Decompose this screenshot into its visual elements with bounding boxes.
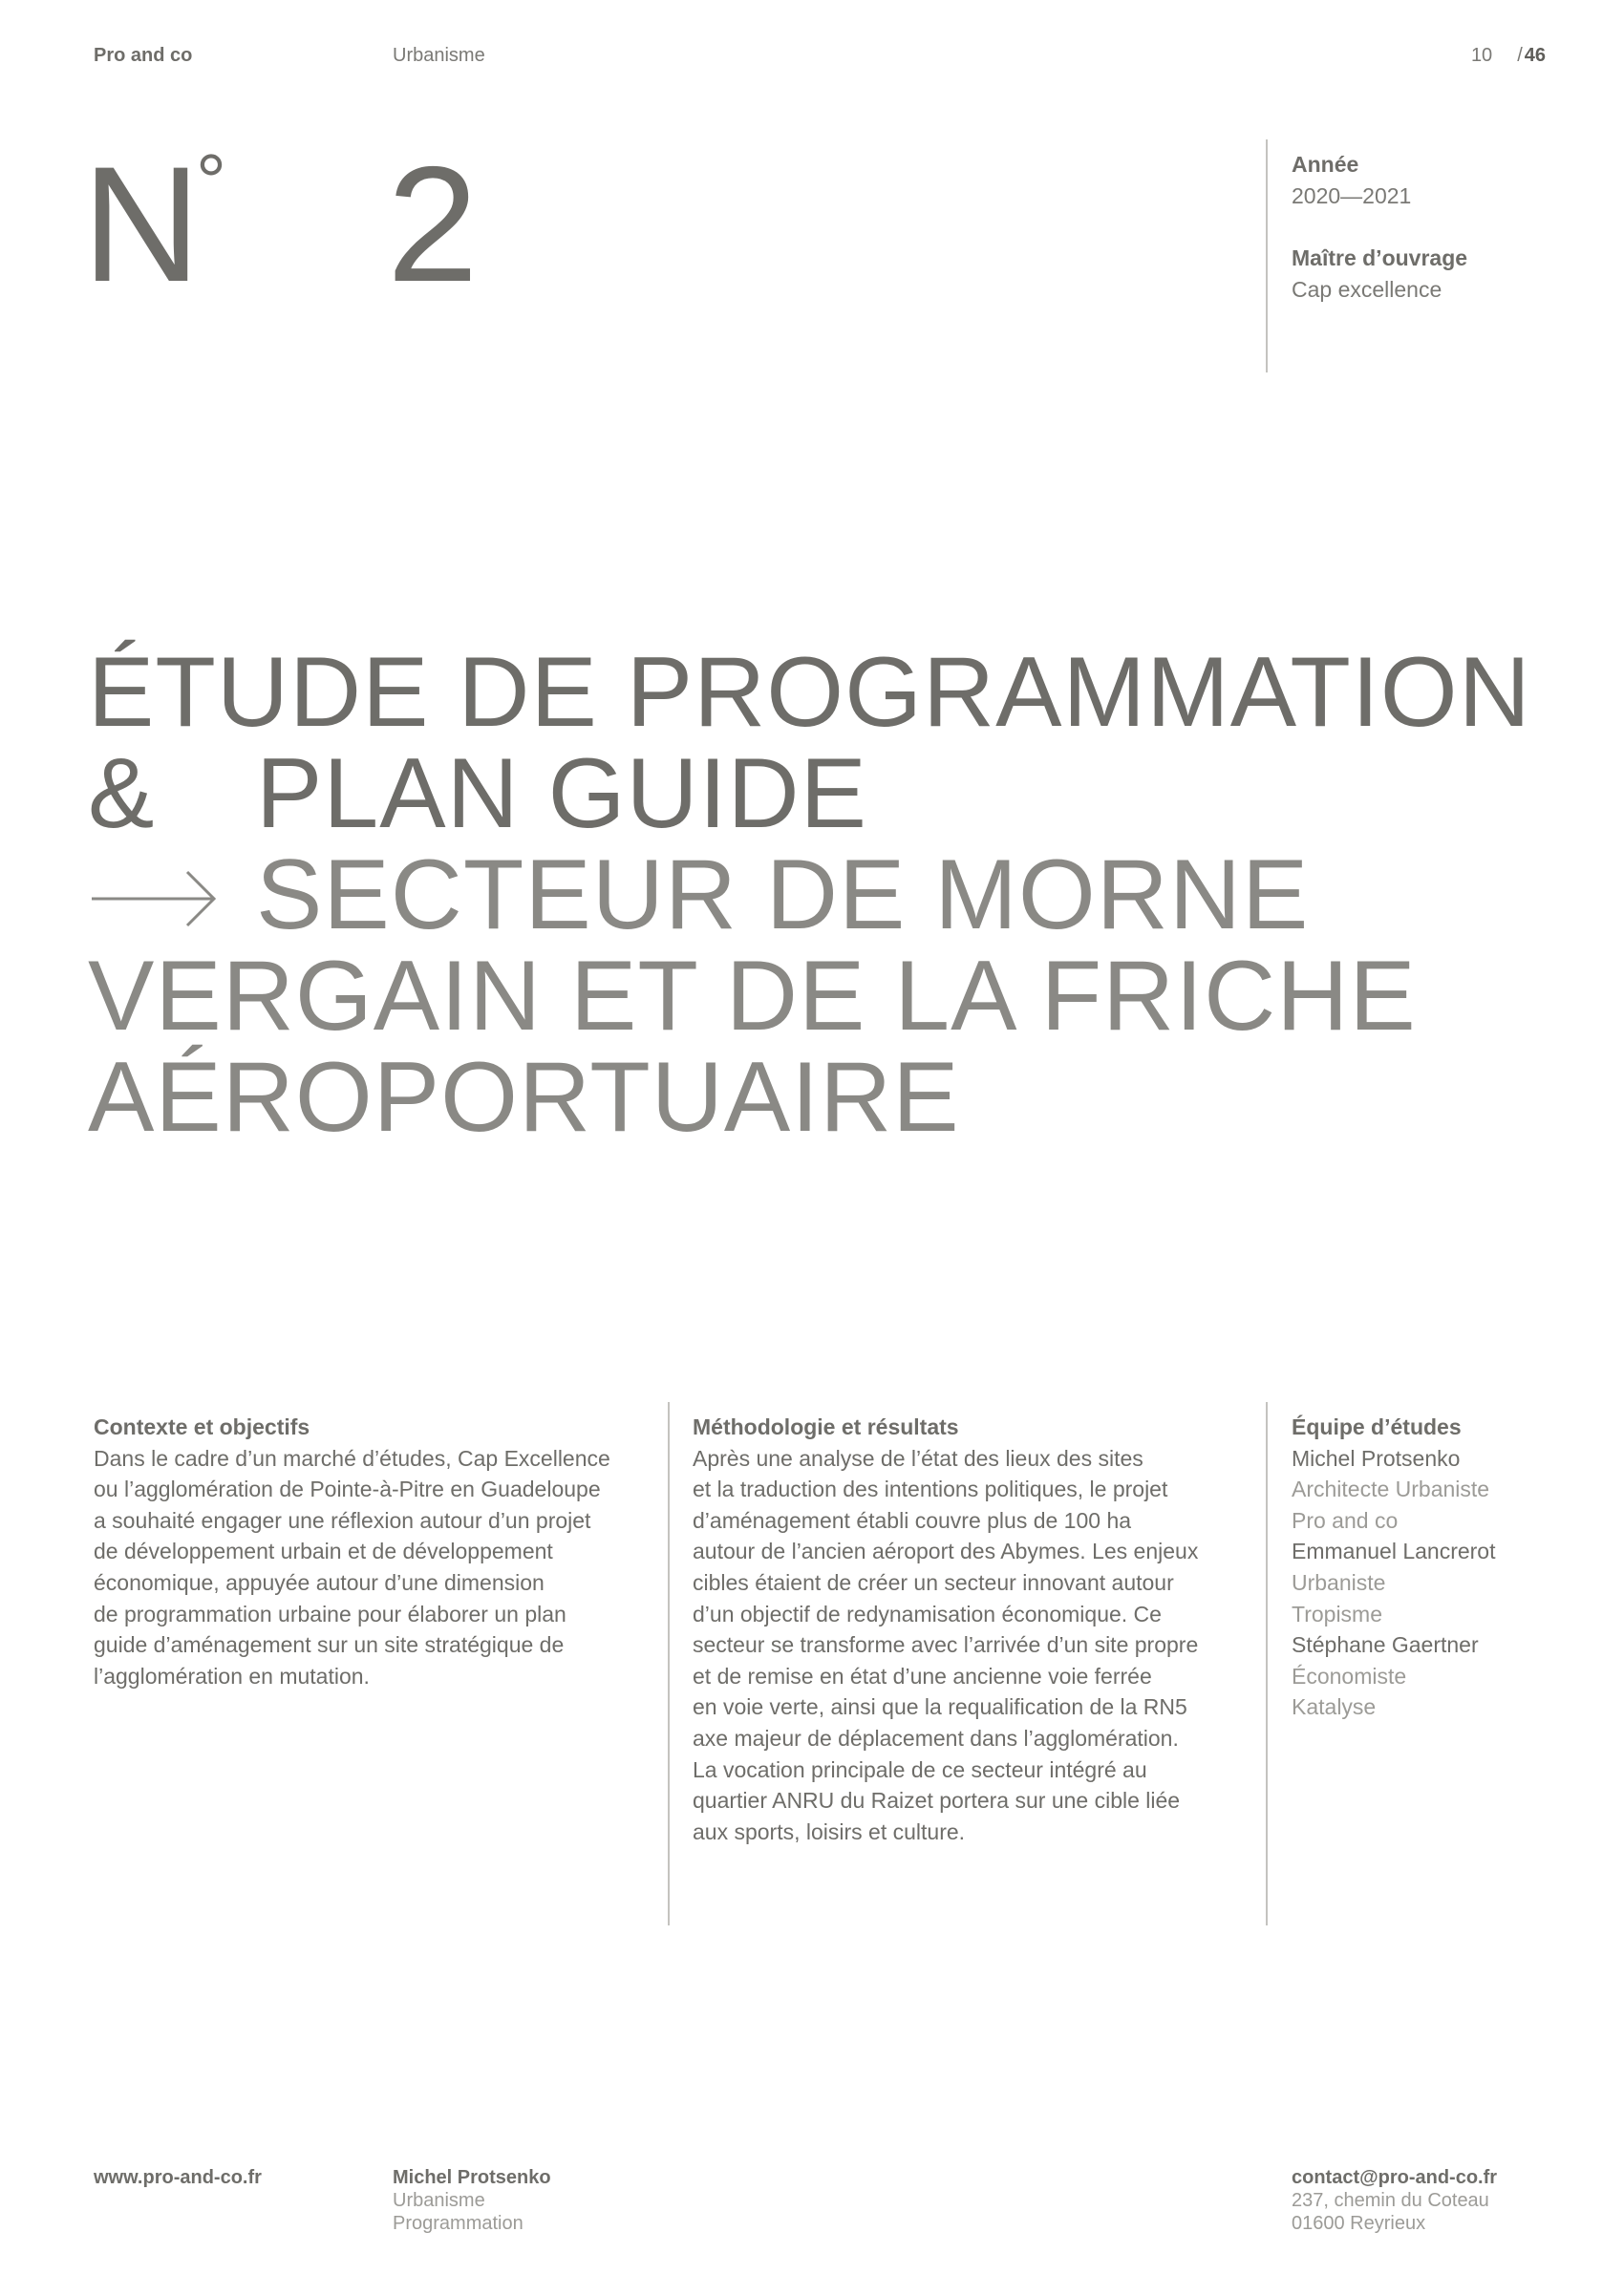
team-member	[1292, 1536, 1569, 1629]
context-text	[94, 1443, 650, 1692]
member-name: Stéphane Gaertner	[1292, 1632, 1479, 1658]
methodology-heading: Méthodologie et résultats	[693, 1414, 959, 1439]
header-brand: Pro and co	[94, 45, 193, 66]
member-company: Katalyse	[1292, 1694, 1377, 1720]
meta-divider	[1266, 139, 1268, 372]
column-divider-1	[668, 1402, 670, 1925]
year-value: 2020—2021	[1292, 183, 1412, 208]
text-line: en voie verte, ainsi que la requalification de la RN5	[693, 1694, 1187, 1720]
title-line-3-text: SECTEUR DE MORNE	[256, 840, 1310, 950]
member-role: Économiste	[1292, 1663, 1407, 1689]
text-line: quartier ANRU du Raizet portera sur une cible liée	[693, 1788, 1181, 1814]
website-link[interactable]: www.pro-and-co.fr	[94, 2167, 262, 2188]
project-number-degree: °	[196, 138, 226, 223]
member-role: Urbaniste	[1292, 1569, 1386, 1595]
project-number-prefix: N	[82, 133, 200, 316]
text-line: et de remise en état d’une ancienne voie ferrée	[693, 1663, 1152, 1689]
ampersand: &	[88, 738, 156, 849]
text-line: autour de l’ancien aéroport des Abymes. Les enjeux	[693, 1539, 1199, 1564]
text-line: de programmation urbaine pour élaborer un plan	[94, 1601, 566, 1626]
title-line-1: ÉTUDE DE PROGRAMMATION	[88, 637, 1531, 748]
page-current: 10	[1470, 45, 1493, 66]
title-line-2-text: PLAN GUIDE	[256, 738, 867, 849]
page-separator: /	[1517, 45, 1523, 66]
methodology-text	[693, 1443, 1237, 1848]
team-heading: Équipe d’études	[1292, 1414, 1462, 1439]
context-heading: Contexte et objectifs	[94, 1414, 310, 1439]
text-line: guide d’aménagement sur un site stratégique de	[94, 1632, 565, 1658]
member-company: Tropisme	[1292, 1601, 1382, 1626]
client-value: Cap excellence	[1292, 277, 1442, 302]
text-line: d’un objectif de redynamisation économique. Ce	[693, 1601, 1162, 1626]
title-line-2	[88, 738, 1540, 849]
author-line-1: Urbanisme	[393, 2190, 485, 2211]
project-meta	[1292, 149, 1467, 306]
team-member	[1292, 1629, 1569, 1723]
title-line-4: VERGAIN ET DE LA FRICHE	[88, 941, 1417, 1052]
page-total: 46	[1524, 45, 1546, 66]
title-line-3	[88, 840, 1540, 950]
text-line: cibles étaient de créer un secteur innovant autour	[693, 1569, 1174, 1595]
member-company: Pro and co	[1292, 1507, 1399, 1533]
text-line: Après une analyse de l’état des lieux des sites	[693, 1445, 1143, 1471]
right-arrow-icon	[88, 864, 256, 941]
author-name: Michel Protsenko	[393, 2167, 551, 2188]
text-line: de développement urbain et de développement	[94, 1539, 553, 1564]
page-indicator	[1471, 44, 1546, 67]
member-name: Emmanuel Lancrerot	[1292, 1539, 1496, 1564]
title-line-5: AÉROPORTUAIRE	[88, 1042, 960, 1153]
email-link[interactable]: contact@pro-and-co.fr	[1292, 2167, 1498, 2188]
team-member	[1292, 1443, 1569, 1537]
text-line: axe majeur de déplacement dans l’agglomération.	[693, 1725, 1179, 1751]
methodology-section	[693, 1412, 1237, 1847]
text-line: secteur se transforme avec l’arrivée d’un site propre	[693, 1632, 1199, 1658]
footer-author	[393, 2166, 551, 2235]
text-line: a souhaité engager une réflexion autour d’un projet	[94, 1507, 591, 1533]
text-line: ou l’agglomération de Pointe-à-Pitre en Guadeloupe	[94, 1477, 601, 1502]
text-line: d’aménagement établi couvre plus de 100 ha	[693, 1507, 1132, 1533]
context-section	[94, 1412, 650, 1691]
team-section	[1292, 1412, 1569, 1723]
author-line-2: Programmation	[393, 2213, 524, 2234]
member-name: Michel Protsenko	[1292, 1445, 1461, 1471]
page-title	[88, 637, 1540, 1153]
text-line: aux sports, loisirs et culture.	[693, 1818, 966, 1844]
year-label: Année	[1292, 152, 1359, 177]
header-section: Urbanisme	[393, 45, 485, 66]
text-line: La vocation principale de ce secteur intégré au	[693, 1756, 1147, 1782]
member-role: Architecte Urbaniste	[1292, 1477, 1490, 1502]
address-line-1: 237, chemin du Coteau	[1292, 2190, 1489, 2211]
text-line: Dans le cadre d’un marché d’études, Cap Excellence	[94, 1445, 610, 1471]
text-line: et la traduction des intentions politiques, le projet	[693, 1477, 1168, 1502]
address-line-2: 01600 Reyrieux	[1292, 2213, 1426, 2234]
project-number-value: 2	[387, 133, 479, 316]
column-divider-2	[1266, 1402, 1268, 1925]
text-line: l’agglomération en mutation.	[94, 1663, 370, 1689]
footer-contact	[1292, 2166, 1497, 2235]
client-label: Maître d’ouvrage	[1292, 245, 1468, 270]
text-line: économique, appuyée autour d’une dimension	[94, 1569, 545, 1595]
footer-website[interactable]	[94, 2166, 262, 2189]
